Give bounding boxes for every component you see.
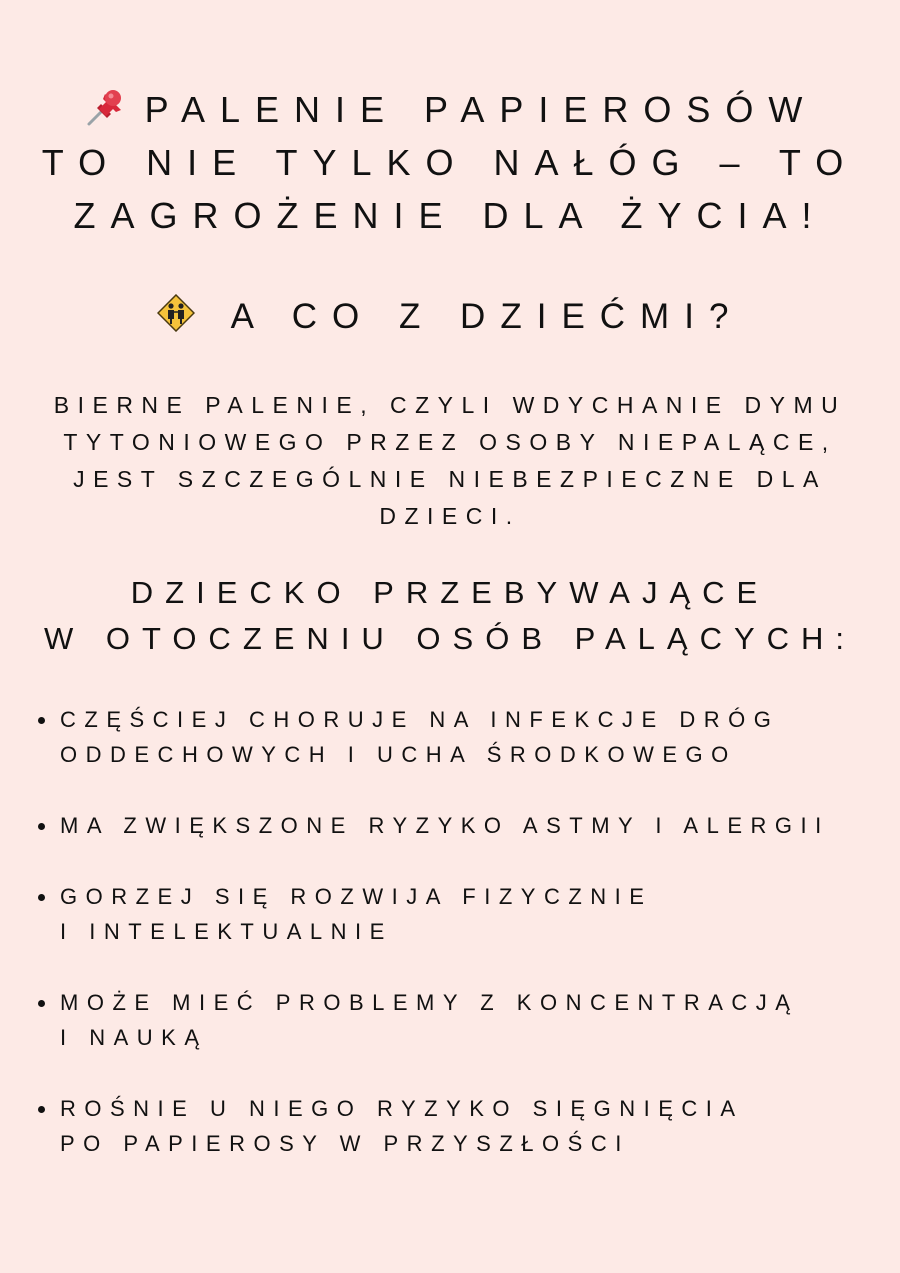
list-item [38, 985, 888, 1055]
list-item-line-2: PO PAPIEROSY W PRZYSZŁOŚCI [60, 1131, 630, 1156]
title-line-1 [0, 83, 900, 136]
intro-line-2: TYTONIOWEGO PRZEZ OSOBY NIEPALĄCE, [63, 429, 837, 455]
bullet-dot [38, 1106, 45, 1113]
list-item-line-1: ROŚNIE U NIEGO RYZYKO SIĘGNIĘCIA [60, 1096, 744, 1121]
bullet-dot [38, 1000, 45, 1007]
poster-title [0, 83, 900, 242]
list-item-line-2: ODDECHOWYCH I UCHA ŚRODKOWEGO [60, 742, 737, 767]
list-item-line-2: I INTELEKTUALNIE [60, 919, 393, 944]
children-crossing-icon [157, 294, 195, 332]
title-line-1-text: PALENIE PAPIEROSÓW [144, 89, 818, 130]
intro-line-1: BIERNE PALENIE, CZYLI WDYCHANIE DYMU [53, 392, 847, 418]
title-line-2: TO NIE TYLKO NAŁÓG – TO [41, 142, 859, 183]
list-item [38, 702, 888, 772]
list-item [38, 1091, 888, 1161]
bullet-dot [38, 823, 45, 830]
bullet-dot [38, 717, 45, 724]
list-heading [0, 570, 900, 662]
list-item-line-1: MOŻE MIEĆ PROBLEMY Z KONCENTRACJĄ [60, 990, 799, 1015]
title-line-3: ZAGROŻENIE DLA ŻYCIA! [73, 195, 827, 236]
list-item-line-2: I NAUKĄ [60, 1025, 208, 1050]
list-heading-line-1: DZIECKO PRZEBYWAJĄCE [130, 575, 770, 610]
list-item-line-1: CZĘŚCIEJ CHORUJE NA INFEKCJE DRÓG [60, 707, 780, 732]
intro-line-4: DZIECI. [379, 503, 521, 529]
list-item [38, 808, 888, 843]
intro-line-3: JEST SZCZEGÓLNIE NIEBEZPIECZNE DLA [73, 466, 827, 492]
list-item-line-1: MA ZWIĘKSZONE RYZYKO ASTMY I ALERGII [60, 813, 830, 838]
intro-paragraph [20, 387, 880, 535]
bullet-dot [38, 894, 45, 901]
subtitle-text: A CO Z DZIEĆMI? [230, 297, 744, 336]
pushpin-icon [83, 88, 127, 128]
list-item [38, 879, 888, 949]
list-heading-line-2: W OTOCZENIU OSÓB PALĄCYCH: [43, 621, 857, 656]
section-subtitle [0, 293, 900, 341]
effects-list [38, 702, 888, 1197]
list-item-line-1: GORZEJ SIĘ ROZWIJA FIZYCZNIE [60, 884, 653, 909]
